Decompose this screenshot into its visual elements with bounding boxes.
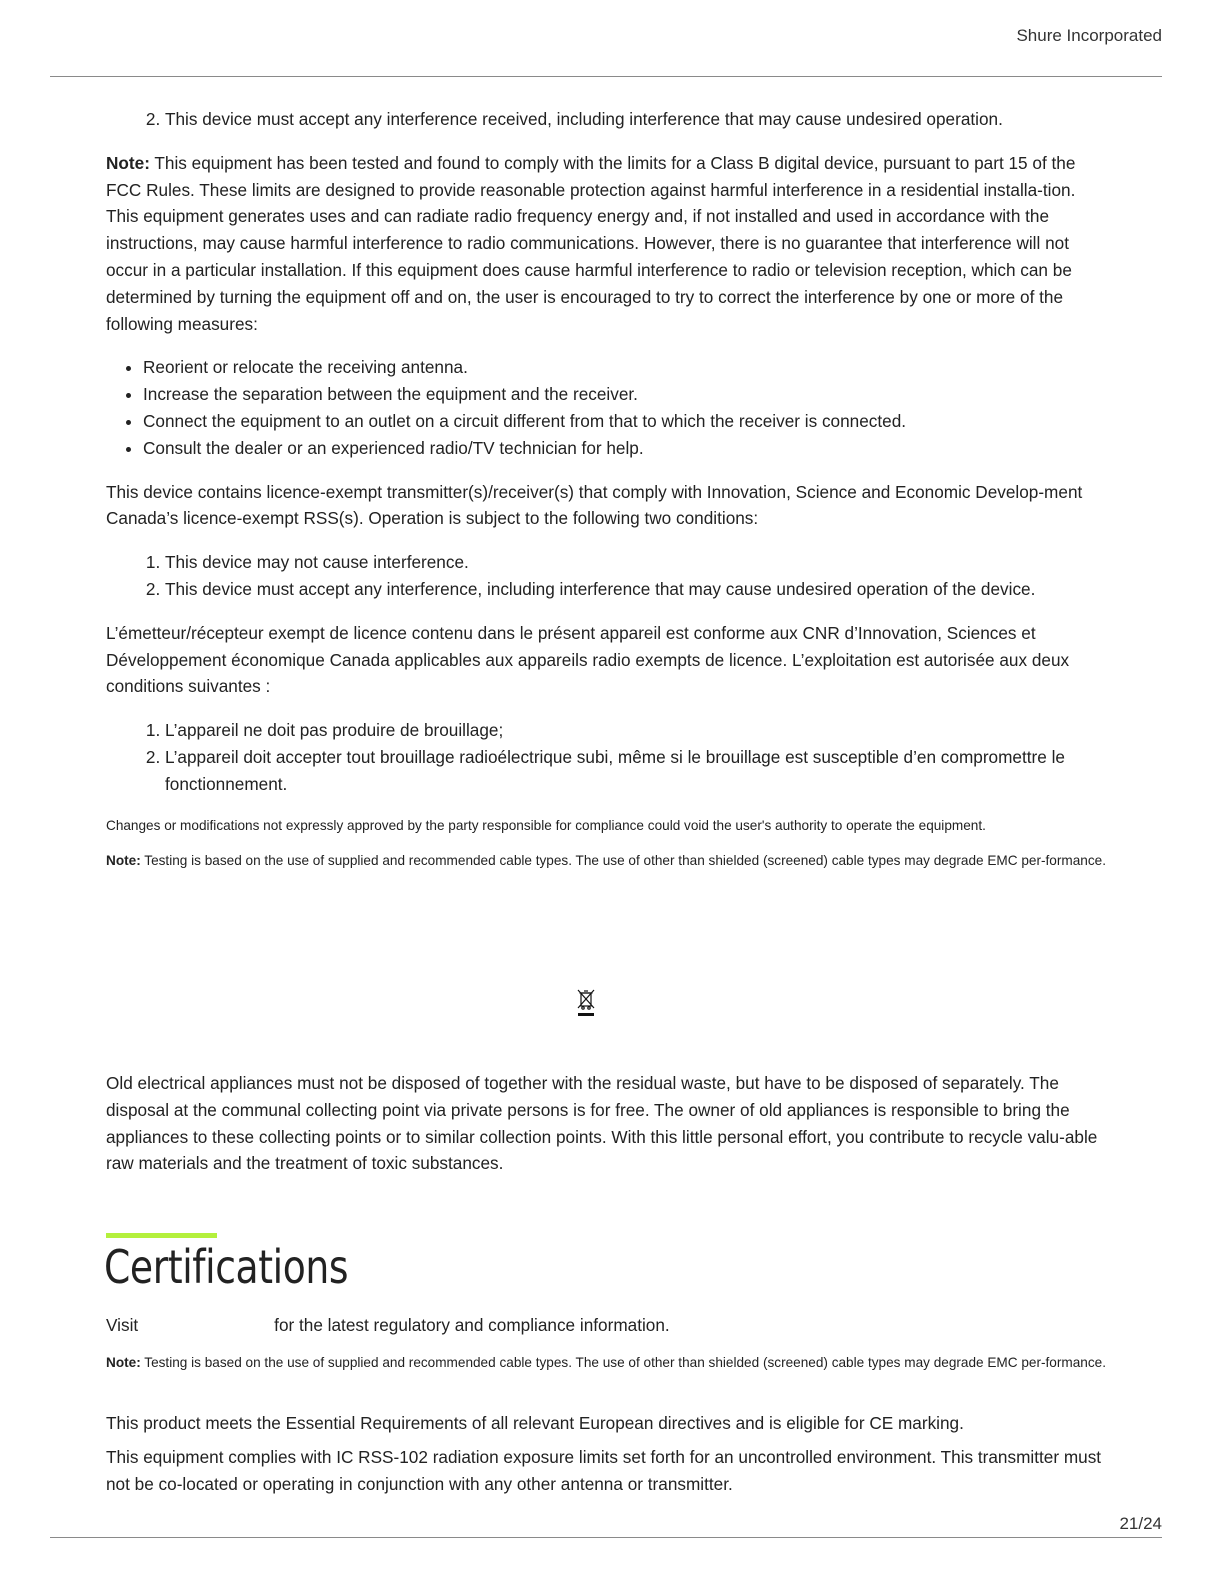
note-label: Note: <box>106 1355 141 1370</box>
note-label: Note: <box>106 852 141 868</box>
visit-prefix: Visit <box>106 1315 139 1335</box>
ce-text: This product meets the Essential Requirements of all relevant European directives and is eligible for CE marking. <box>106 1413 964 1433</box>
fcc-note <box>106 150 1110 338</box>
ised-intro: This device contains licence-exempt transmitter(s)/receiver(s) that comply with Innovation, Science and Economic Develop-ment Canada’s licence-exempt RSS(s). Operation is subject to the following two conditions: <box>106 481 1083 529</box>
note-label: Note: <box>106 152 150 173</box>
ised-intro-fr: L’émetteur/récepteur exempt de licence contenu dans le présent appareil est conforme aux CNR d’Innovation, Sciences et Développement économique Canada applicables aux appareils radio exempts de licence. L’exploitation est autorisée aux deux conditions suivantes : <box>106 622 1070 697</box>
weee-text: Old electrical appliances must not be disposed of together with the residual waste, but have to be disposed of separately. The disposal at the communal collecting point via private persons is for free. The owner of old appliances is responsible to bring the appliances to these collecting points or to similar collection points. With this little personal effort, you contribute to recycle valu-able raw materials and the treatment of toxic substances. <box>106 1073 1098 1174</box>
note-text: This equipment has been tested and found to comply with the limits for a Class B digital device, pursuant to part 15 of the FCC Rules. These limits are designed to provide reasonable protection against harmful interference in a residential installa-tion. This equipment generates uses and can radiate radio frequency energy and, if not installed and used in accordance with the instructions, may cause harmful interference to radio communications. However, there is no guarantee that interference will not occur in a particular installation. If this equipment does cause harmful interference to radio or television reception, which can be determined by turning the equipment off and on, the user is encouraged to try to correct the interference by one or more of the following measures: <box>106 152 1076 334</box>
ised-conditions-fr-list <box>106 717 1110 797</box>
section-accent-bar <box>106 1233 217 1238</box>
ic-text: This equipment complies with IC RSS-102 radiation exposure limits set forth for an uncontrolled environment. This transmitter must not be co-located or operating in conjunction with any other antenna or transmitter. <box>106 1447 1102 1494</box>
fcc-conditions-list <box>106 106 1110 133</box>
list-item: • Increase the separation between the equipment and the receiver. <box>143 381 1110 408</box>
note-text: Testing is based on the use of supplied and recommended cable types. The use of other than shielded (screened) cable types may degrade EMC per-formance. <box>140 1355 1106 1370</box>
list-item: 2. L’appareil doit accepter tout brouillage radioélectrique subi, même si le brouillage est susceptible d’en compromettre le fonctionnement. <box>165 744 1110 798</box>
certifications-note <box>106 1352 1110 1374</box>
footer-divider <box>50 1537 1162 1538</box>
page-content <box>106 106 1110 872</box>
page-number: 21/24 <box>1119 1514 1162 1533</box>
visit-line <box>106 1312 1110 1339</box>
emc-note <box>106 850 1110 872</box>
list-item: • Reorient or relocate the receiving antenna. <box>143 354 1110 381</box>
changes-notice: Changes or modifications not expressly approved by the party responsible for compliance could void the user's authority to operate the equipment. <box>106 817 986 833</box>
fcc-measures-list <box>106 354 1110 461</box>
list-item: 2. This device must accept any interference, including interference that may cause undesired operation of the device. <box>165 576 1110 603</box>
header-company-name: Shure Incorporated <box>1016 26 1162 45</box>
note-text: Testing is based on the use of supplied and recommended cable types. The use of other than shielded (screened) cable types may degrade EMC per-formance. <box>140 852 1106 868</box>
list-item: • Connect the equipment to an outlet on a circuit different from that to which the receiver is connected. <box>143 408 1110 435</box>
ised-conditions-list <box>106 549 1110 603</box>
section-title: Certifications <box>104 1240 349 1294</box>
list-item: • Consult the dealer or an experienced radio/TV technician for help. <box>143 435 1110 462</box>
list-item: 2. This device must accept any interference received, including interference that may cause undesired operation. <box>165 106 1110 133</box>
visit-suffix: for the latest regulatory and compliance information. <box>274 1315 670 1335</box>
weee-crossed-bin-icon <box>575 988 597 1018</box>
list-item: 1. This device may not cause interference. <box>165 549 1110 576</box>
list-item: 1. L’appareil ne doit pas produire de brouillage; <box>165 717 1110 744</box>
header-divider <box>50 76 1162 77</box>
